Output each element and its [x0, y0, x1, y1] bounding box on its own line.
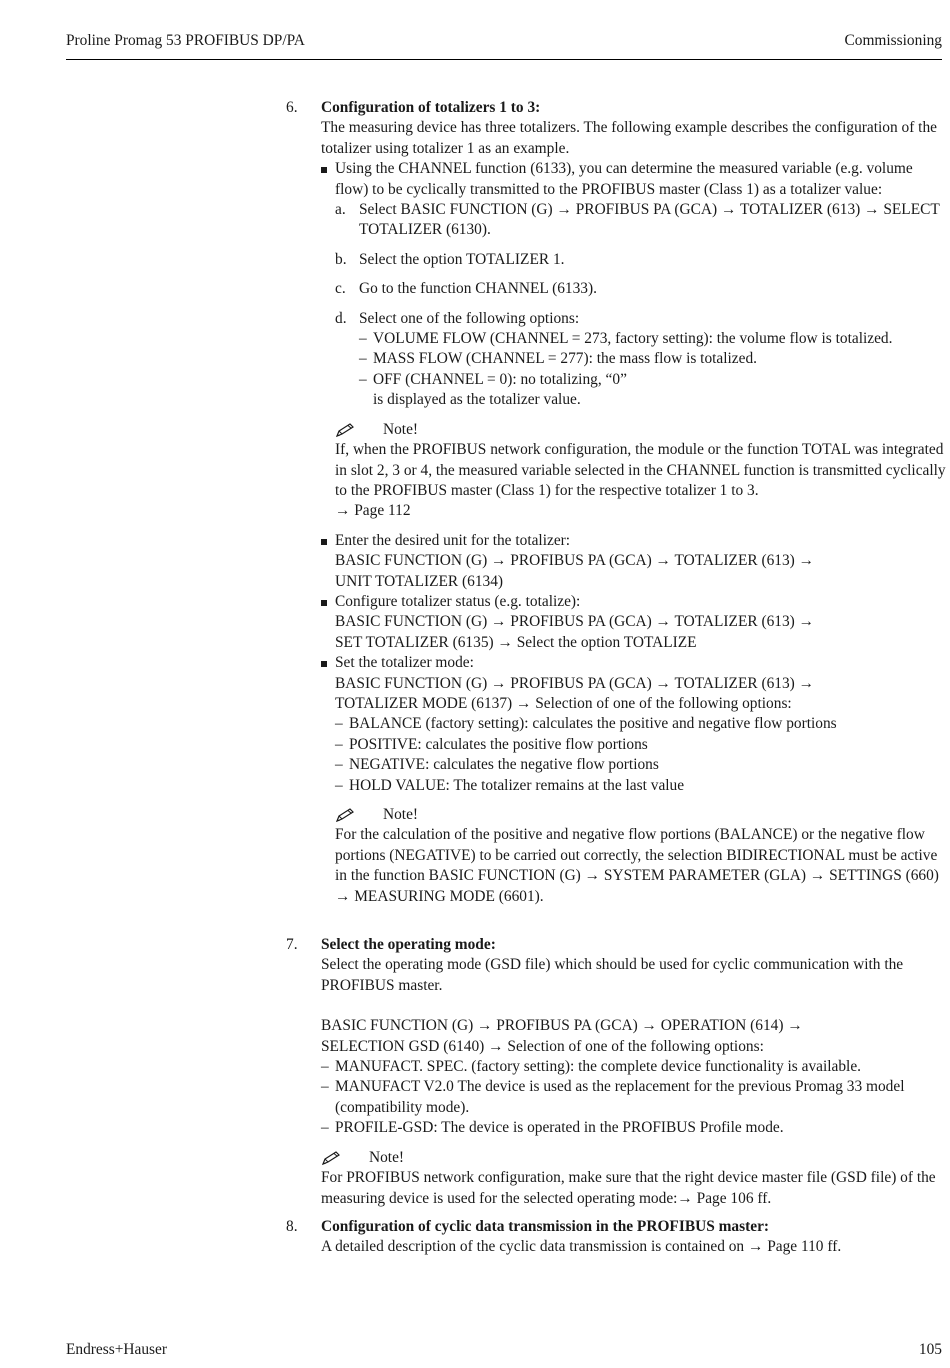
note-body: For PROFIBUS network configuration, make sure that the right device master file (GSD file) of the measuring device is used for the selected operating mode:→ Page 106 ff. — [321, 1169, 936, 1207]
step-number: 7. — [286, 936, 298, 954]
option-text-cont: is displayed as the totalizer value. — [373, 391, 581, 409]
substep-letter: a. — [335, 201, 346, 219]
dash-mark: – — [359, 330, 367, 348]
step-6 — [286, 98, 946, 907]
step-intro: Select the operating mode (GSD file) which should be used for cyclic communication with the PROFIBUS master. — [321, 956, 904, 994]
option-item — [335, 714, 946, 734]
option-item — [335, 776, 946, 796]
option-item — [321, 1077, 946, 1118]
bullet-text: Set the totalizer mode: — [335, 654, 474, 672]
substep-b — [335, 250, 946, 270]
header-section: Commissioning — [844, 32, 942, 49]
dash-mark: – — [335, 735, 343, 753]
step-title: Configuration of cyclic data transmission in the PROFIBUS master: — [321, 1217, 770, 1235]
note-body: For the calculation of the positive and negative flow portions (BALANCE) or the negative flow portions (NEGATIVE) to be carried out correctly, the selection BIDIRECTIONAL must be active in the function BASIC FUNCTION (G) → SYSTEM PARAMETER (GLA) → SETTINGS (660) → MEASURING MODE (6601). — [335, 826, 939, 905]
note-page-ref: → Page 112 — [335, 502, 411, 520]
dash-mark: – — [335, 715, 343, 733]
option-text: VOLUME FLOW (CHANNEL = 273, factory setting): the volume flow is totalized. — [373, 330, 893, 348]
option-item — [335, 755, 946, 775]
dash-mark: – — [335, 776, 343, 794]
note-block — [335, 805, 946, 907]
menu-path: SELECTION GSD (6140) → Selection of one of the following options: — [321, 1037, 764, 1055]
bullet-square-icon — [321, 661, 327, 667]
note-label: Note! — [383, 420, 419, 438]
menu-path: BASIC FUNCTION (G) → PROFIBUS PA (GCA) → TOTALIZER (613) → — [335, 613, 815, 631]
substep-letter: b. — [335, 250, 347, 268]
option-item — [359, 329, 946, 349]
substep-c — [335, 279, 946, 299]
option-item — [335, 735, 946, 755]
option-text: MANUFACT V2.0 The device is used as the replacement for the previous Promag 33 model (compatibility mode). — [335, 1078, 905, 1116]
option-text: BALANCE (factory setting): calculates the positive and negative flow portions — [349, 715, 837, 733]
step-title: Configuration of totalizers 1 to 3: — [321, 99, 541, 116]
option-text: PROFILE-GSD: The device is operated in the PROFIBUS Profile mode. — [335, 1119, 784, 1137]
bullet-item — [321, 653, 946, 907]
option-item — [359, 349, 946, 369]
substep-a — [335, 200, 946, 241]
step-7 — [286, 935, 946, 1209]
menu-path: UNIT TOTALIZER (6134) — [335, 572, 504, 590]
footer-brand: Endress+Hauser — [66, 1341, 167, 1358]
step-intro: The measuring device has three totalizers. The following example describes the configuration of the totalizer using totalizer 1 as an example. — [321, 119, 937, 157]
option-text: MASS FLOW (CHANNEL = 277): the mass flow is totalized. — [373, 350, 758, 368]
bullet-item — [321, 531, 946, 592]
option-item — [321, 1057, 946, 1077]
option-text: HOLD VALUE: The totalizer remains at the last value — [349, 776, 685, 794]
dash-mark: – — [321, 1058, 329, 1076]
substep-text: Select BASIC FUNCTION (G) → PROFIBUS PA (GCA) → TOTALIZER (613) → SELECT TOTALIZER (6130). — [359, 201, 940, 239]
substep-text: Select the option TOTALIZER 1. — [359, 250, 565, 268]
page-header — [66, 31, 942, 53]
note-block — [321, 1148, 946, 1209]
substep-text: Go to the function CHANNEL (6133). — [359, 280, 597, 298]
menu-path: BASIC FUNCTION (G) → PROFIBUS PA (GCA) → TOTALIZER (613) → — [335, 552, 815, 570]
step-title: Select the operating mode: — [321, 936, 496, 954]
step-8 — [286, 1217, 946, 1258]
menu-path: BASIC FUNCTION (G) → PROFIBUS PA (GCA) → OPERATION (614) → — [321, 1017, 803, 1035]
bullet-square-icon — [321, 167, 327, 173]
option-text: MANUFACT. SPEC. (factory setting): the complete device functionality is available. — [335, 1058, 862, 1076]
dash-mark: – — [359, 350, 367, 368]
bullet-text: Configure totalizer status (e.g. totalize): — [335, 592, 581, 610]
step-number: 6. — [286, 99, 298, 116]
bullet-text: Enter the desired unit for the totalizer: — [335, 531, 571, 549]
substep-d — [335, 309, 946, 411]
note-block — [335, 420, 946, 522]
dash-mark: – — [335, 756, 343, 774]
pencil-note-icon — [321, 1150, 343, 1166]
option-text: POSITIVE: calculates the positive flow portions — [349, 735, 648, 753]
bullet-square-icon — [321, 600, 327, 606]
page-number: 105 — [918, 1341, 942, 1358]
option-item — [359, 370, 946, 411]
bullet-text: Using the CHANNEL function (6133), you can determine the measured variable (e.g. volume flow) to be cyclically transmitted to the PROFIBUS master (Class 1) as a totalizer value: — [335, 160, 913, 198]
pencil-note-icon — [335, 422, 357, 438]
pencil-note-icon — [335, 807, 357, 823]
option-text: OFF (CHANNEL = 0): no totalizing, “0” — [373, 370, 627, 388]
page-content — [286, 98, 946, 1258]
menu-path: TOTALIZER MODE (6137) → Selection of one of the following options: — [335, 694, 792, 712]
header-rule — [66, 59, 942, 60]
dash-mark: – — [359, 370, 367, 388]
substep-text: Select one of the following options: — [359, 309, 580, 327]
dash-mark: – — [321, 1078, 329, 1096]
menu-path: SET TOTALIZER (6135) → Select the option TOTALIZE — [335, 633, 697, 651]
dash-mark: – — [321, 1119, 329, 1137]
note-label: Note! — [369, 1148, 405, 1166]
step-body: A detailed description of the cyclic data transmission is contained on → Page 110 ff. — [321, 1238, 842, 1256]
step-number: 8. — [286, 1217, 298, 1235]
note-label: Note! — [383, 806, 419, 823]
option-item — [321, 1118, 946, 1138]
note-body: If, when the PROFIBUS network configuration, the module or the function TOTAL was integrated in slot 2, 3 or 4, the measured variable selected in the CHANNEL function is transmitted cyclically to the PROFIBUS master (Class 1) for the respective totalizer 1 to 3. — [335, 441, 946, 499]
header-title: Proline Promag 53 PROFIBUS DP/PA — [66, 32, 305, 49]
substep-letter: d. — [335, 309, 347, 327]
bullet-square-icon — [321, 539, 327, 545]
option-text: NEGATIVE: calculates the negative flow portions — [349, 756, 659, 774]
menu-path: BASIC FUNCTION (G) → PROFIBUS PA (GCA) → TOTALIZER (613) → — [335, 674, 815, 692]
bullet-item — [321, 159, 946, 522]
substep-letter: c. — [335, 280, 346, 298]
bullet-item — [321, 592, 946, 653]
